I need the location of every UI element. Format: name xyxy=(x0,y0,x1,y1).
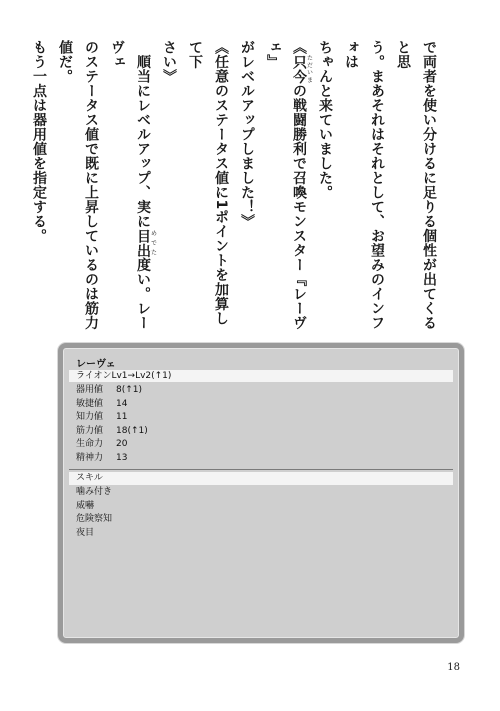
stat-row xyxy=(76,438,453,452)
stat-label: 器用値 xyxy=(76,385,104,395)
prose-line: さい》 xyxy=(161,40,177,84)
status-window xyxy=(58,343,464,643)
prose-line: もう一点は器用値を指定する。 xyxy=(31,40,47,243)
prose-line: 《任意のステータス値に1ポイントを加算して下 xyxy=(187,40,229,326)
prose-line: ちゃんと来ていました。 xyxy=(317,40,333,200)
skills-list xyxy=(69,486,453,540)
skill-item: 噛み付き xyxy=(76,487,113,497)
skills-header: スキル xyxy=(69,472,453,485)
monster-name: レーヴェ xyxy=(76,359,116,370)
prose-line: 順当にレベルアップ、実に目出めでた度い。レーヴェ xyxy=(109,40,157,330)
stat-row xyxy=(76,384,453,398)
prose-line: 《只今ただいまの戦闘勝利で召喚モンスター『レーヴェ』 xyxy=(265,40,313,330)
stat-label: 生命力 xyxy=(76,439,104,449)
stat-label: 筋力値 xyxy=(76,425,104,436)
prose-line: う。まあそれはそれとして、お望みのインフォは xyxy=(343,40,385,330)
prose-line: のステータス値で既に上昇しているのは筋力値だ。 xyxy=(57,40,99,330)
stat-row xyxy=(76,411,453,425)
section-divider xyxy=(69,469,453,470)
stat-value: 8(↑1) xyxy=(116,385,143,395)
stat-value: 11 xyxy=(116,412,128,422)
skill-item: 危険察知 xyxy=(76,514,113,524)
stat-label: 知力値 xyxy=(76,412,104,422)
status-window-content xyxy=(69,353,453,633)
class-level-line: ライオンLv1→Lv2(↑1) xyxy=(69,370,453,382)
furigana: 目出めでた xyxy=(135,228,157,258)
stat-row xyxy=(76,398,453,412)
stat-value: 18(↑1) xyxy=(116,425,148,436)
stat-row xyxy=(76,452,453,466)
prose-line: で両者を使い分けるに足りる個性が出てくると思 xyxy=(395,40,437,330)
page-number: 18 xyxy=(447,662,460,673)
furigana: 只今ただいま xyxy=(291,54,313,84)
stat-value: 20 xyxy=(116,439,128,449)
stat-value: 13 xyxy=(116,452,128,463)
stat-value: 14 xyxy=(116,398,128,409)
stat-label: 精神力 xyxy=(76,452,104,463)
stats-list xyxy=(69,384,453,465)
skill-item: 威嚇 xyxy=(76,500,95,511)
stat-row xyxy=(76,425,453,439)
skill-item: 夜目 xyxy=(76,527,95,538)
prose-line: がレベルアップしました！》 xyxy=(239,40,255,229)
body-text xyxy=(26,40,442,336)
stat-label: 敏捷値 xyxy=(76,398,104,409)
